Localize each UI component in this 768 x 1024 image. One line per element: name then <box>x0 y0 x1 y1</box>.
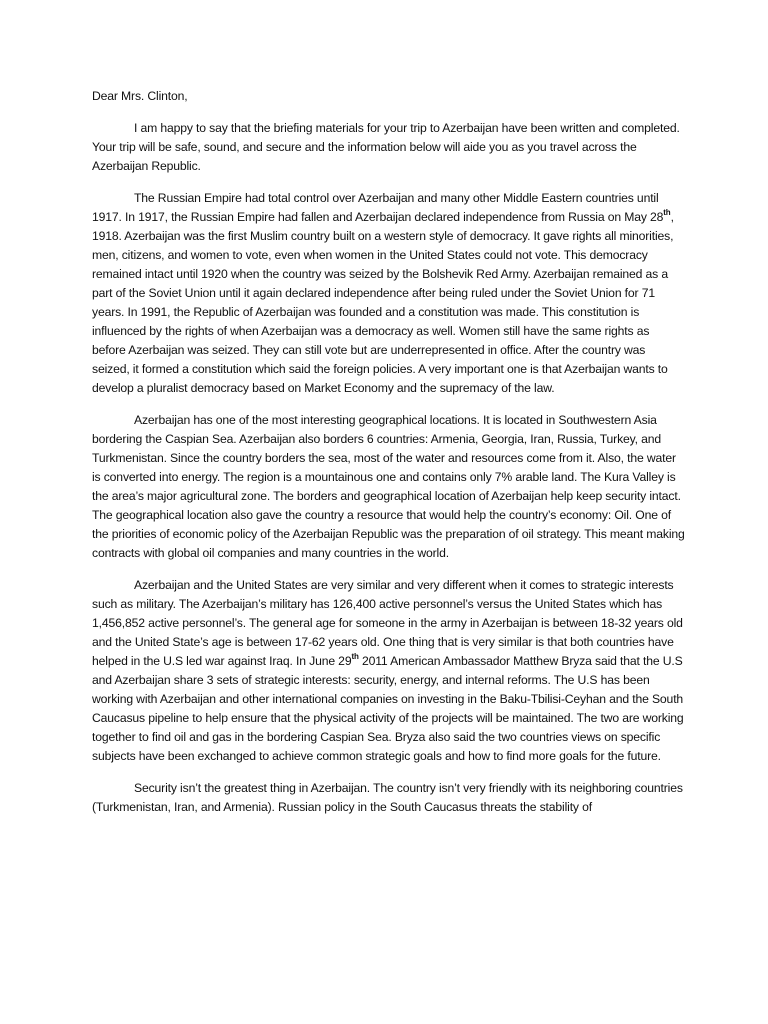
ordinal-suffix: th <box>351 651 359 661</box>
strategic-text-start: Azerbaijan and the United States are very similar and very different when it comes to strategic interests such as military. The Azerbaijan’s military has 126,400 active personnel’s versus the United States which has 1,456,852 active personnel’s. The general age for someone in the army in Azerbaijan is between 18-32 years old and the United State’s age is between 17-62 years old. One thing that is very similar is that both countries have helped in the U.S led war against Iraq. In June 29 <box>92 578 683 668</box>
strategic-text-end: 2011 American Ambassador Matthew Bryza said that the U.S and Azerbaijan share 3 sets of strategic interests: security, energy, and internal reforms. The U.S has been working with Azerbaijan and other international companies on investing in the Baku-Tbilisi-Ceyhan and the South Caucasus pipeline to help ensure that the physical activity of the projects will be maintained. The two are working together to find oil and gas in the bordering Caspian Sea. Bryza also said the two countries views on specific subjects have been exchanged to achieve common strategic goals and how to find more goals for the future. <box>92 654 684 763</box>
history-text-end: , 1918. Azerbaijan was the first Muslim country built on a western style of democracy. It gave rights all minorities, men, citizens, and women to vote, even when women in the United States could not vote. This democracy remained intact until 1920 when the country was seized by the Bolshevik Red Army. Azerbaijan remained as a part of the Soviet Union until it again declared independence after being ruled under the Soviet Union for 71 years. In 1991, the Republic of Azerbaijan was founded and a constitution was made. This constitution is influenced by the rights of when Azerbaijan was a democracy as well. Women still have the same rights as before Azerbaijan was seized. They can still vote but are underrepresented in office. After the country was seized, it formed a constitution which said the foreign policies. A very important one is that Azerbaijan wants to develop a pluralist democracy based on Market Economy and the supremacy of the law. <box>92 210 674 395</box>
paragraph-security: Security isn’t the greatest thing in Azerbaijan. The country isn’t very friendly with its neighboring countries (Turkmenistan, Iran, and Armenia). Russian policy in the South Caucasus threats the stability of <box>92 781 683 814</box>
paragraph-intro: I am happy to say that the briefing materials for your trip to Azerbaijan have been written and completed. Your trip will be safe, sound, and secure and the information below will aide you as you travel across the Azerbaijan Republic. <box>92 121 680 173</box>
paragraph-strategic-interests <box>92 576 686 766</box>
paragraph-history <box>92 189 686 398</box>
salutation: Dear Mrs. Clinton, <box>92 89 188 103</box>
history-text-start: The Russian Empire had total control over Azerbaijan and many other Middle Eastern countries until 1917. In 1917, the Russian Empire had fallen and Azerbaijan declared independence from Russia on May 28 <box>92 191 664 224</box>
ordinal-suffix: th <box>663 207 671 217</box>
paragraph-geography: Azerbaijan has one of the most interesting geographical locations. It is located in Southwestern Asia bordering the Caspian Sea. Azerbaijan also borders 6 countries: Armenia, Georgia, Iran, Russia, Turkey, and Turkmenistan. Since the country borders the sea, most of the water and resources come from it. Also, the water is converted into energy. The region is a mountainous one and contains only 7% arable land. The Kura Valley is the area’s major agricultural zone. The borders and geographical location of Azerbaijan help keep security intact. The geographical location also gave the country a resource that would help the country’s economy: Oil. One of the priorities of economic policy of the Azerbaijan Republic was the preparation of oil strategy. This meant making contracts with global oil companies and many countries in the world. <box>92 413 685 560</box>
letter-body <box>92 87 686 830</box>
